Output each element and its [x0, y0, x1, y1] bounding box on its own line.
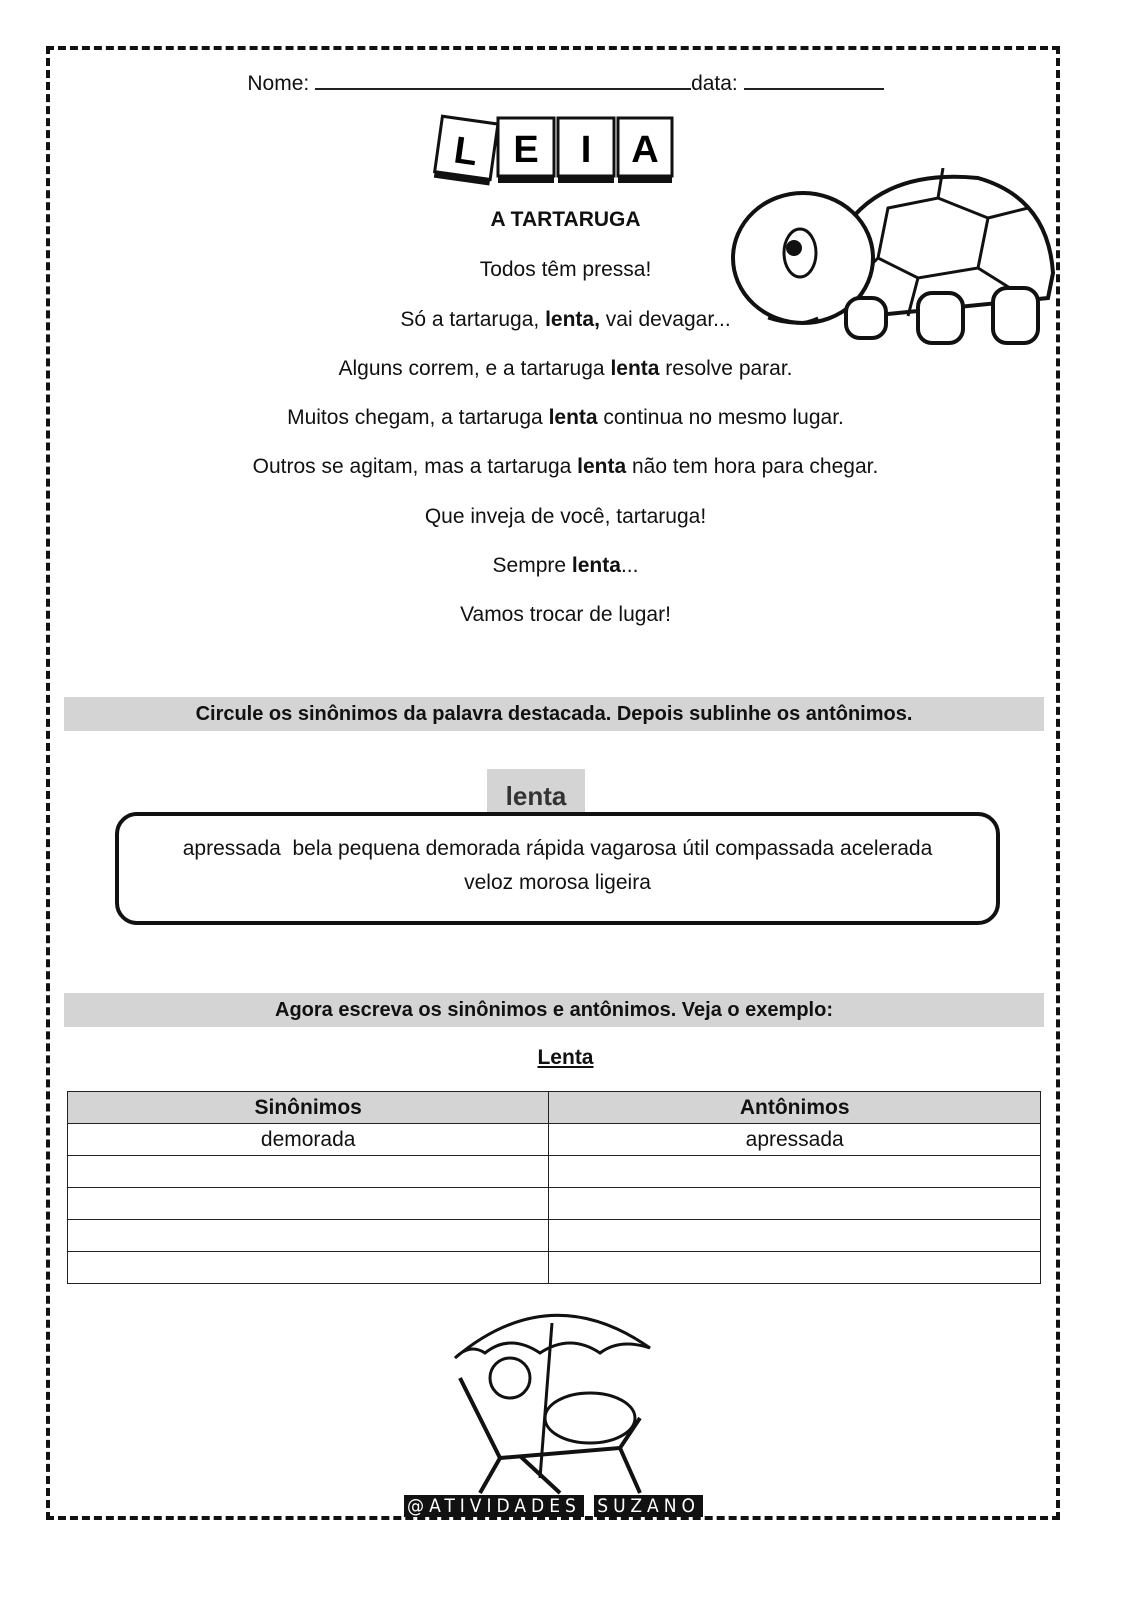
poem-text: Sempre	[492, 554, 572, 577]
poem-line	[0, 455, 1131, 479]
watermark-part1: @ATIVIDADES	[404, 1495, 584, 1517]
antonym-cell[interactable]: apressada	[549, 1124, 1041, 1156]
poem-text: Todos têm pressa!	[479, 258, 652, 281]
poem-text: vai devagar...	[599, 308, 731, 331]
poem-line	[0, 308, 1131, 332]
table-row	[68, 1220, 1041, 1252]
exercise2-word: Lenta	[537, 1046, 594, 1069]
poem-text: continua no mesmo lugar.	[597, 406, 844, 429]
leia-logo	[432, 112, 677, 188]
poem-line	[0, 406, 1131, 430]
poem-title: A TARTARUGA	[490, 208, 641, 231]
poem-text: Vamos trocar de lugar!	[460, 603, 671, 626]
table-row	[68, 1156, 1041, 1188]
date-label: data:	[691, 72, 738, 95]
poem-text: Só a tartaruga,	[400, 308, 546, 331]
poem-text: Que inveja de você, tartaruga!	[424, 505, 707, 528]
antonym-cell[interactable]	[549, 1156, 1041, 1188]
exercise2-instruction: Agora escreva os sinônimos e antônimos. Veja o exemplo:	[64, 993, 1044, 1027]
table-row	[68, 1188, 1041, 1220]
bold-word: lenta	[548, 406, 598, 429]
svg-text:L: L	[451, 129, 481, 175]
date-field[interactable]	[744, 70, 884, 90]
antonym-cell[interactable]	[549, 1252, 1041, 1284]
poem-line	[0, 505, 1131, 529]
turtle-beach-chair-illustration	[440, 1298, 670, 1496]
table-row	[68, 1252, 1041, 1284]
synonym-cell[interactable]: demorada	[68, 1124, 549, 1156]
table-row	[68, 1124, 1041, 1156]
svg-text:A: A	[631, 129, 659, 171]
synonym-cell[interactable]	[68, 1220, 549, 1252]
svg-text:E: E	[513, 129, 539, 171]
highlighted-word: lenta	[487, 769, 585, 813]
name-field[interactable]	[315, 70, 691, 90]
svg-text:I: I	[580, 129, 592, 171]
word-options-line1[interactable]: apressada bela pequena demorada rápida vagarosa útil compassada acelerada	[182, 837, 933, 860]
antonym-cell[interactable]	[549, 1188, 1041, 1220]
watermark	[404, 1494, 703, 1518]
column-header-antonyms: Antônimos	[549, 1092, 1041, 1124]
antonym-cell[interactable]	[549, 1220, 1041, 1252]
word-options-box	[115, 812, 1000, 925]
watermark-part2: SUZANO	[594, 1495, 703, 1517]
header-line	[0, 70, 1131, 96]
exercise1-instruction: Circule os sinônimos da palavra destacada. Depois sublinhe os antônimos.	[64, 697, 1044, 731]
poem-line	[0, 258, 1131, 282]
poem-text: Alguns correm, e a tartaruga	[338, 357, 611, 380]
bold-word: lenta	[571, 554, 621, 577]
poem-text: não tem hora para chegar.	[626, 455, 879, 478]
bold-word: lenta,	[545, 308, 600, 331]
word-options-line2[interactable]: veloz morosa ligeira	[464, 871, 651, 894]
poem-text: resolve parar.	[659, 357, 793, 380]
poem-text: Muitos chegam, a tartaruga	[287, 406, 549, 429]
column-header-synonyms: Sinônimos	[68, 1092, 549, 1124]
bold-word: lenta	[577, 455, 627, 478]
synonym-antonym-table	[67, 1091, 1041, 1284]
synonym-cell[interactable]	[68, 1156, 549, 1188]
poem-text: ...	[620, 554, 639, 577]
poem-line	[0, 357, 1131, 381]
name-label: Nome:	[247, 72, 310, 95]
poem-text: Outros se agitam, mas a tartaruga	[252, 455, 578, 478]
bold-word: lenta	[610, 357, 660, 380]
poem-line	[0, 554, 1131, 578]
synonym-cell[interactable]	[68, 1252, 549, 1284]
synonym-cell[interactable]	[68, 1188, 549, 1220]
poem-line	[0, 603, 1131, 627]
